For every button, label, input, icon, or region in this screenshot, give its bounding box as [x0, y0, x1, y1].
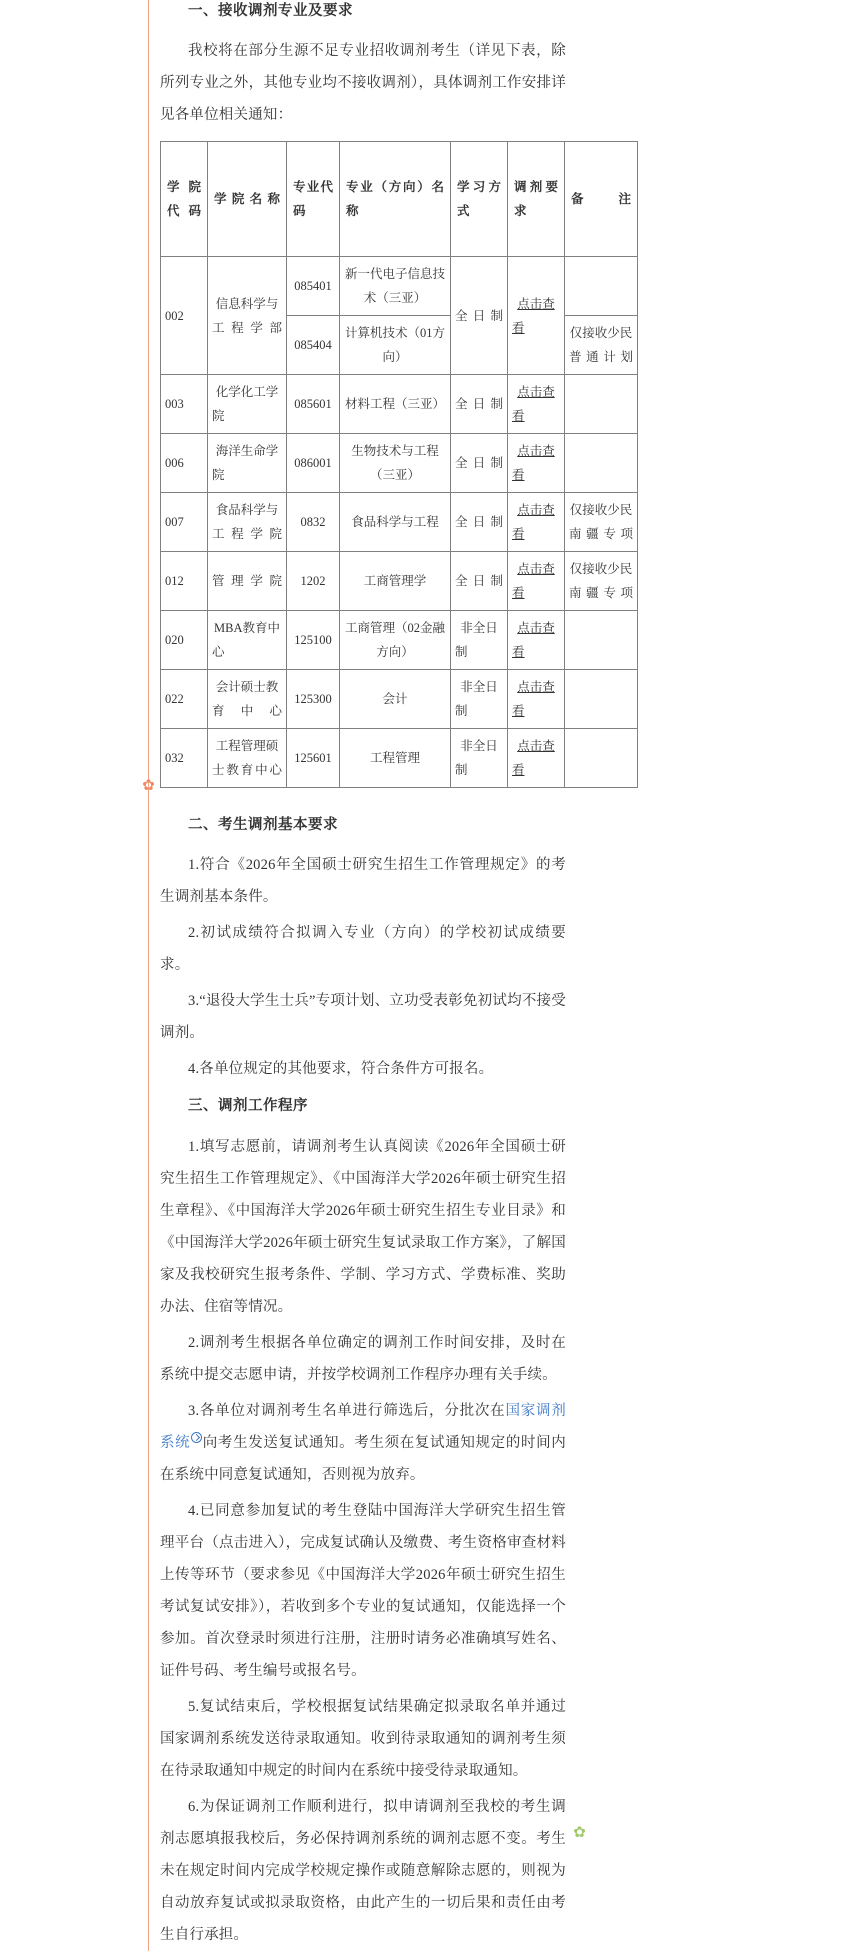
cell-transfer-requirement[interactable]: 点击查看 [508, 670, 565, 729]
cell-major-name: 材料工程（三亚） [340, 375, 451, 434]
cell-college-name: 信息科学与工程学部 [208, 257, 287, 375]
cell-major-name: 食品科学与工程 [340, 493, 451, 552]
flower-icon-left: ✿ [142, 778, 155, 794]
section-2-item-3: 3.“退役大学生士兵”专项计划、立功受表彰免初试均不接受调剂。 [160, 993, 566, 1042]
col-major-code: 专业代码 [287, 142, 340, 257]
section-1-title: 一、接收调剂专业及要求 [188, 3, 353, 19]
col-college-name: 学院名称 [208, 142, 287, 257]
table-header-row [161, 142, 638, 257]
table-head [161, 142, 638, 257]
col-remark: 备注 [565, 142, 638, 257]
national-transfer-system-link[interactable]: 国家调剂系统 [160, 1402, 566, 1451]
cell-major-name: 计算机技术（01方向） [340, 316, 451, 375]
cell-college-name: 食品科学与工程学院 [208, 493, 287, 552]
transfer-majors-table [160, 141, 638, 788]
flower-icon-right: ✿ [573, 1825, 586, 1841]
cell-college-name: 会计硕士教育中心 [208, 670, 287, 729]
col-transfer-requirement: 调剂要求 [508, 142, 565, 257]
cell-transfer-requirement[interactable]: 点击查看 [508, 729, 565, 788]
table-row [161, 670, 638, 729]
cell-college-code: 002 [161, 257, 208, 375]
cell-major-code: 085404 [287, 316, 340, 375]
cell-college-code: 006 [161, 434, 208, 493]
table-row [161, 375, 638, 434]
cell-major-code: 125100 [287, 611, 340, 670]
cell-major-name: 工程管理 [340, 729, 451, 788]
cell-major-code: 085601 [287, 375, 340, 434]
cell-study-mode: 全日制 [451, 257, 508, 375]
cell-college-name: MBA教育中心 [208, 611, 287, 670]
section-3-item-4: 4.已同意参加复试的考生登陆中国海洋大学研究生招生管理平台（点击进入），完成复试确认及缴费、考生资格审查材料上传等环节（要求参见《中国海洋大学2026年硕士研究生招生考试复试安排》），若收到多个专业的复试通知，仅能选择一个参加。首次登录时须进行注册，注册时请务必准确填写姓名、证件号码、考生编号或报名号。 [160, 1502, 566, 1679]
table-row [161, 257, 638, 316]
section-2-item-4: 4.各单位规定的其他要求，符合条件方可报名。 [188, 1061, 494, 1078]
section-3-item-3 [160, 1395, 566, 1491]
cell-major-name: 生物技术与工程（三亚） [340, 434, 451, 493]
col-college-code: 学院代码 [161, 142, 208, 257]
cell-college-code: 020 [161, 611, 208, 670]
cell-major-code: 086001 [287, 434, 340, 493]
cell-study-mode: 全日制 [451, 493, 508, 552]
cell-college-code: 007 [161, 493, 208, 552]
cell-remark [565, 670, 638, 729]
cell-remark [565, 375, 638, 434]
cell-major-code: 125601 [287, 729, 340, 788]
cell-study-mode: 非全日制 [451, 611, 508, 670]
cell-major-code: 125300 [287, 670, 340, 729]
table-body [161, 257, 638, 788]
cell-transfer-requirement[interactable]: 点击查看 [508, 257, 565, 375]
col-study-mode: 学习方式 [451, 142, 508, 257]
col-major-name: 专业（方向）名称 [340, 142, 451, 257]
cell-remark [565, 434, 638, 493]
table-row [161, 611, 638, 670]
cell-remark [565, 257, 638, 316]
cell-remark [565, 729, 638, 788]
cell-major-code: 1202 [287, 552, 340, 611]
section-2-item-1: 1.符合《2026年全国硕士研究生招生工作管理规定》的考生调剂基本条件。 [160, 857, 566, 906]
section-3-item-2: 2.调剂考生根据各单位确定的调剂工作时间安排，及时在系统中提交志愿申请，并按学校调剂工作程序办理有关手续。 [160, 1334, 566, 1383]
cell-major-name: 新一代电子信息技术（三亚） [340, 257, 451, 316]
table-row [161, 552, 638, 611]
section-3-title: 三、调剂工作程序 [188, 1098, 308, 1115]
cell-major-name: 工商管理学 [340, 552, 451, 611]
cell-college-code: 032 [161, 729, 208, 788]
cell-college-code: 022 [161, 670, 208, 729]
section-3-item-3-prefix: 3.各单位对调剂考生名单进行筛选后，分批次在 [188, 1402, 506, 1419]
cell-transfer-requirement[interactable]: 点击查看 [508, 375, 565, 434]
section-3-item-3-suffix: 向考生发送复试通知。考生须在复试通知规定的时间内在系统中同意复试通知，否则视为放弃。 [160, 1434, 566, 1483]
cell-remark: 仅接收少民南疆专项 [565, 493, 638, 552]
section-3-item-1: 1.填写志愿前，请调剂考生认真阅读《2026年全国硕士研究生招生工作管理规定》、《中国海洋大学2026年硕士研究生招生章程》、《中国海洋大学2026年硕士研究生招生专业目录》和《中国海洋大学2026年硕士研究生复试录取工作方案》，了解国家及我校研究生报考条件、学制、学习方式、学费标准、奖助办法、住宿等情况。 [160, 1138, 566, 1315]
cell-transfer-requirement[interactable]: 点击查看 [508, 434, 565, 493]
section-1-intro: 我校将在部分生源不足专业招收调剂考生（详见下表，除所列专业之外，其他专业均不接收调剂），具体调剂工作安排详见各单位相关通知： [160, 43, 566, 124]
cell-college-code: 012 [161, 552, 208, 611]
table-row [161, 729, 638, 788]
table-row [161, 493, 638, 552]
cell-college-name: 工程管理硕士教育中心 [208, 729, 287, 788]
cell-major-name: 会计 [340, 670, 451, 729]
cell-college-name: 化学化工学院 [208, 375, 287, 434]
table-row [161, 434, 638, 493]
cell-remark: 仅接收少民普通计划 [565, 316, 638, 375]
cell-study-mode: 全日制 [451, 434, 508, 493]
cell-study-mode: 全日制 [451, 552, 508, 611]
cell-college-name: 管理学院 [208, 552, 287, 611]
cell-remark: 仅接收少民南疆专项 [565, 552, 638, 611]
cell-transfer-requirement[interactable]: 点击查看 [508, 552, 565, 611]
cell-remark [565, 611, 638, 670]
external-link-icon [191, 1432, 202, 1443]
cell-college-name: 海洋生命学院 [208, 434, 287, 493]
cell-study-mode: 全日制 [451, 375, 508, 434]
cell-study-mode: 非全日制 [451, 729, 508, 788]
section-2-item-2: 2.初试成绩符合拟调入专业（方向）的学校初试成绩要求。 [160, 925, 566, 974]
cell-major-code: 085401 [287, 257, 340, 316]
cell-transfer-requirement[interactable]: 点击查看 [508, 493, 565, 552]
cell-transfer-requirement[interactable]: 点击查看 [508, 611, 565, 670]
cell-college-code: 003 [161, 375, 208, 434]
cell-major-code: 0832 [287, 493, 340, 552]
section-3-item-6: 6.为保证调剂工作顺利进行，拟申请调剂至我校的考生调剂志愿填报我校后，务必保持调剂系统的调剂志愿不变。考生未在规定时间内完成学校规定操作或随意解除志愿的，则视为自动放弃复试或拟录取资格，由此产生的一切后果和责任由考生自行承担。 [160, 1798, 566, 1943]
section-2-title: 二、考生调剂基本要求 [188, 817, 338, 834]
section-3-item-5: 5.复试结束后，学校根据复试结果确定拟录取名单并通过国家调剂系统发送待录取通知。收到待录取通知的调剂考生须在待录取通知中规定的时间内在系统中接受待录取通知。 [160, 1698, 566, 1779]
cell-major-name: 工商管理（02金融方向） [340, 611, 451, 670]
cell-study-mode: 非全日制 [451, 670, 508, 729]
